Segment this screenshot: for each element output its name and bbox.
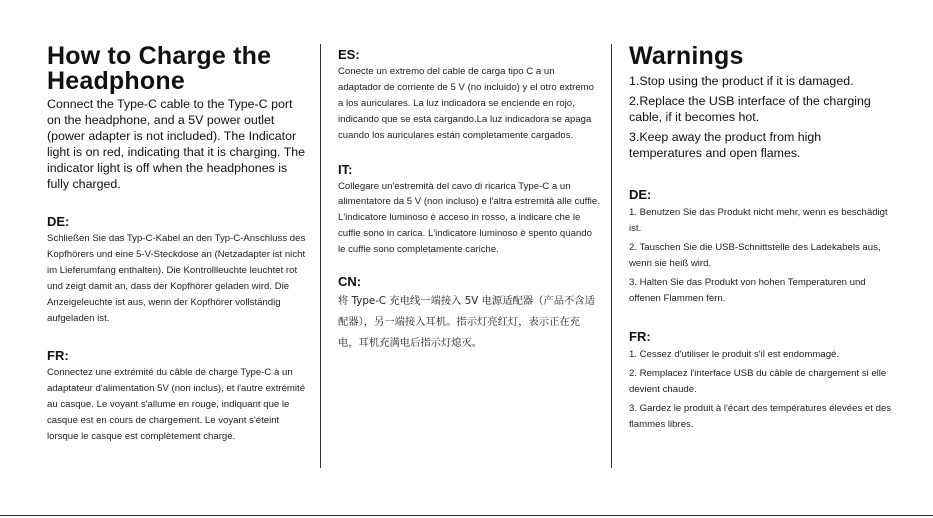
column-divider-left xyxy=(320,44,321,468)
warning-item-fr: 2. Remplacez l'interface USB du câble de chargement si elle devient chaude. xyxy=(629,368,887,396)
column-divider-right xyxy=(611,44,612,468)
fr-heading: FR: xyxy=(47,348,69,364)
warning-item-fr: 3. Gardez le produit à l'écart des températures élevées et des flammes libres. xyxy=(629,403,892,431)
warnings-fr-heading: FR: xyxy=(629,329,651,345)
warning-item: 2.Replace the USB interface of the charging cable, if it becomes hot. xyxy=(629,94,871,124)
warning-item-de: 2. Tauschen Sie die USB-Schnittstelle des Ladekabels aus, wenn sie heiß wird. xyxy=(629,241,881,269)
warnings-de-heading: DE: xyxy=(629,187,652,202)
it-heading: IT: xyxy=(338,161,353,177)
warning-item: 3.Keep away the product from high temperatures and open flames. xyxy=(629,130,822,160)
charging-column xyxy=(47,44,309,445)
charging-title: How to Charge the Headphone xyxy=(47,42,272,95)
warning-item: 1.Stop using the product if it is damaged. xyxy=(629,74,854,88)
warnings-title: Warnings xyxy=(629,42,744,70)
bottom-rule xyxy=(0,515,933,516)
warning-item-de: 3. Halten Sie das Produkt von hohen Temperaturen und offenen Flammen fern. xyxy=(629,276,866,304)
de-heading: DE: xyxy=(47,214,70,229)
cn-heading: CN: xyxy=(338,274,362,290)
warning-item-de: 1. Benutzen Sie das Produkt nicht mehr, wenn es beschädigt ist. xyxy=(629,207,888,234)
charging-instructions-en: Connect the Type-C cable to the Type-C port on the headphone, and a 5V power outlet (power adapter is not included). The Indicator light is on red, indicating that it is charging. The indicator light is off when the headphones is fully charged. xyxy=(47,97,306,191)
charging-instructions-fr: Connectez une extrémité du câble de charge Type-C à un adaptateur d'alimentation 5V (non inclus), et l'autre extrémité au casque. Le voyant s'allume en rouge, indiquant que le casque est en cours de chargement. Le voyant s'éteint lorsque le casque est complètement chargé. xyxy=(47,367,306,443)
charging-instructions-de: Schließen Sie das Typ-C-Kabel an den Typ-C-Anschluss des Kopfhörers und eine 5-V-Steckdose an (Netzadapter ist nicht im Lieferumfang enthalten). Die Kontrollleuchte leuchtet rot und zeigt damit an, dass der Kopfhörer geladen wird. Die Anzeigeleuchte ist aus, wenn der Kopfhörer vollständig aufgeladen ist. xyxy=(47,233,306,324)
es-heading: ES: xyxy=(338,47,360,62)
warning-item-fr: 1. Cessez d'utiliser le produit s'il est endommagé. xyxy=(629,349,840,361)
charging-instructions-es: Conecte un extremo del cable de carga tipo C a un adaptador de corriente de 5 V (no incluido) y el otro extremo a los auriculares. La luz indicadora se enciende en rojo, indicando que se está cargando.La luz indicadora se apaga cuando los auriculares están completamente cargados. xyxy=(338,66,594,141)
charging-instructions-cn: 将 Type-C 充电线一端接入 5V 电源适配器（产品不含适配器），另一端接入耳机。指示灯亮红灯，表示正在充电，耳机充满电后指示灯熄灭。 xyxy=(338,295,595,350)
translations-column xyxy=(338,47,600,354)
warnings-column xyxy=(629,44,894,436)
charging-instructions-it: Collegare un'estremità del cavo di ricarica Type-C a un alimentatore da 5 V (non incluso) e l'altra estremità alle cuffie. L'indicatore luminoso è acceso in rosso, a indicare che le cuffie sono in carica. L'indicatore luminoso è spento quando le cuffie sono completamente cariche. xyxy=(338,180,600,256)
